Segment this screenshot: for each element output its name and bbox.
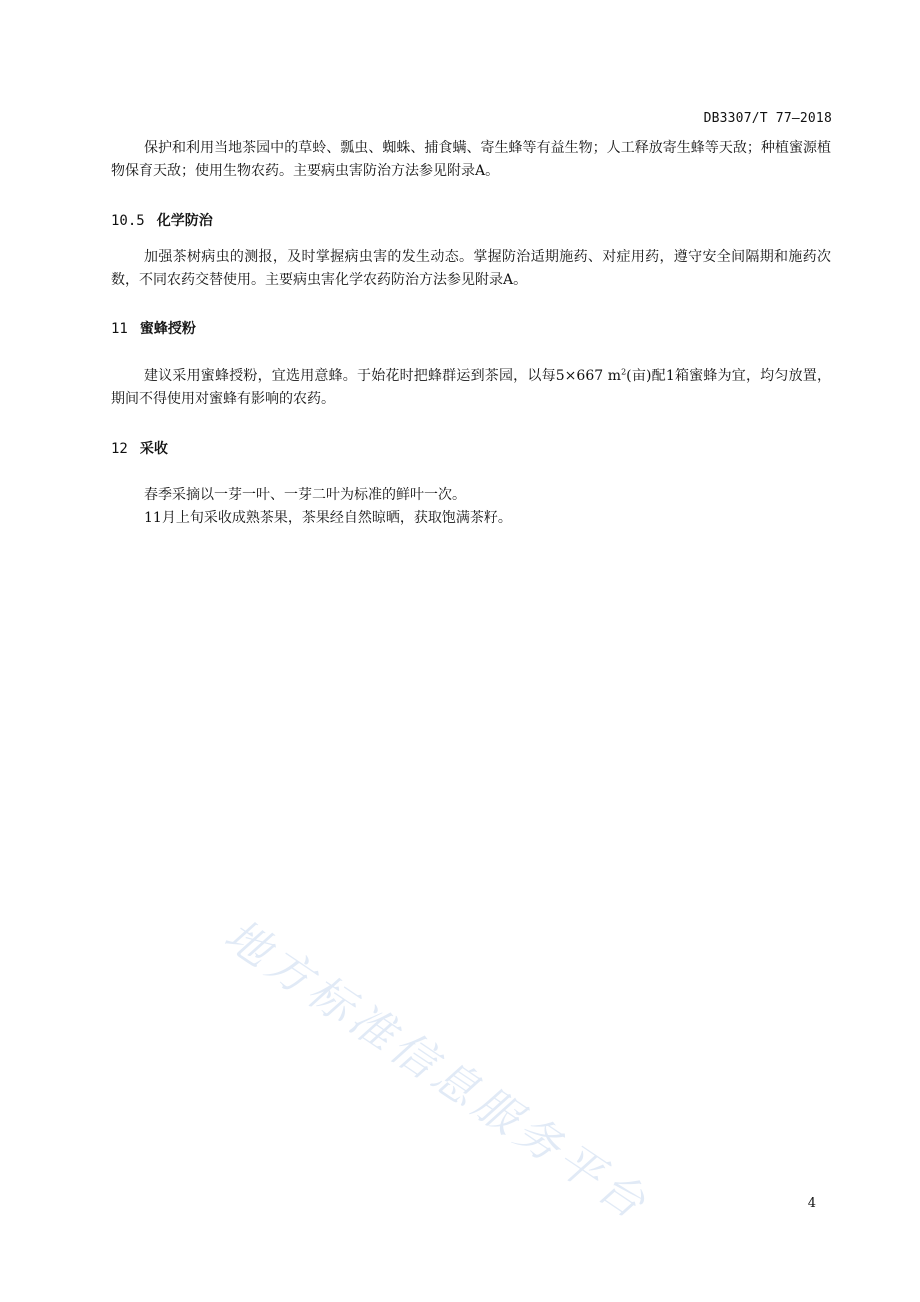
watermark: 地方标准信息服务平台 — [215, 909, 659, 1232]
page-number: 4 — [807, 1196, 816, 1211]
paragraph-bee-pollination — [111, 365, 831, 411]
paragraph-biological-control: 保护和利用当地茶园中的草蛉、瓢虫、蜘蛛、捕食螨、寄生蜂等有益生物；人工释放寄生蜂等天敌；种植蜜源植物保育天敌；使用生物农药。主要病虫害防治方法参见附录A。 — [111, 140, 831, 179]
section-title: 化学防治 — [156, 213, 213, 229]
paragraph-text: (亩)配1箱蜜蜂为宜，均匀放置，期间不得使用对蜜蜂有影响的农药。 — [111, 368, 831, 407]
section-number: 11 — [111, 321, 128, 337]
section-title: 蜜蜂授粉 — [139, 321, 196, 337]
section-number: 10.5 — [111, 213, 145, 229]
section-heading-11 — [111, 319, 196, 339]
paragraph-text: 建议采用蜜蜂授粉，宜选用意蜂。于始花时把蜂群运到茶园，以每5×667 m — [144, 368, 622, 384]
paragraph-seed-harvest: 11月上旬采收成熟茶果，茶果经自然晾晒，获取饱满茶籽。 — [144, 510, 512, 526]
section-number: 12 — [111, 441, 128, 457]
standard-code: DB3307/T 77—2018 — [703, 111, 832, 126]
section-heading-12 — [111, 439, 168, 459]
paragraph-chemical-control: 加强茶树病虫的测报，及时掌握病虫害的发生动态。掌握防治适期施药、对症用药，遵守安全间隔期和施药次数，不同农药交替使用。主要病虫害化学农药防治方法参见附录A。 — [111, 249, 831, 288]
section-heading-10-5 — [111, 211, 213, 231]
paragraph-spring-picking: 春季采摘以一芽一叶、一芽二叶为标准的鲜叶一次。 — [144, 487, 466, 503]
superscript: 2 — [621, 367, 627, 377]
section-title: 采收 — [139, 441, 168, 457]
